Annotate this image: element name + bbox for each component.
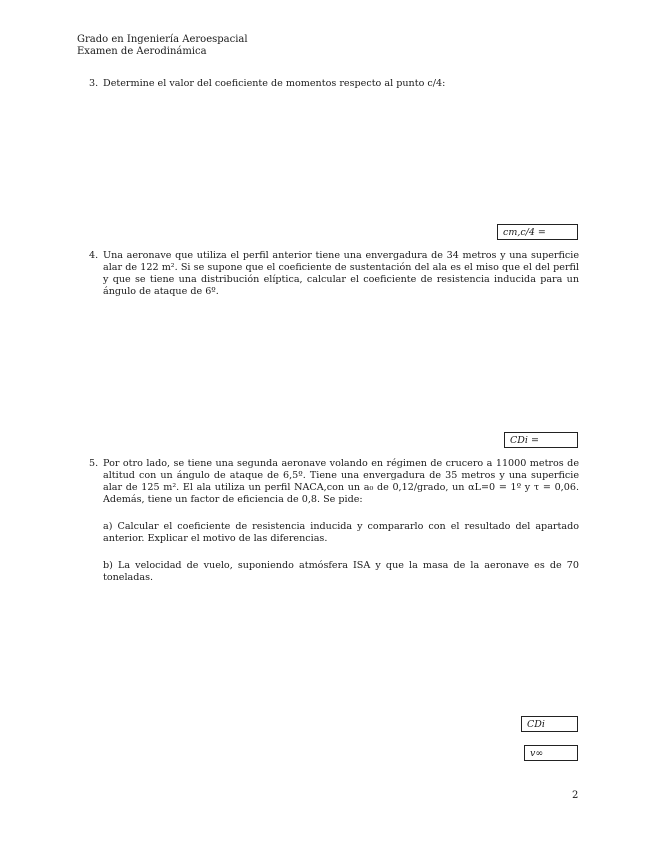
subpart-b: b) La velocidad de vuelo, suponiendo atmósfera ISA y que la masa de la aeronave es de 70 toneladas.: [103, 560, 579, 583]
question-5: [89, 458, 579, 506]
answer-box-velocity: v∞: [524, 745, 578, 761]
answer-box-cm: cm,c/4 =: [497, 224, 578, 240]
question-4-number: 4.: [89, 250, 99, 261]
page-number: 2: [572, 790, 579, 801]
question-4: [89, 250, 579, 298]
question-3: [89, 78, 579, 90]
subpart-a: a) Calcular el coeficiente de resistencia inducida y compararlo con el resultado del apartado anterior. Explicar el motivo de las diferencias.: [103, 521, 579, 544]
question-3-text: Determine el valor del coeficiente de momentos respecto al punto c/4:: [103, 78, 446, 89]
question-3-number: 3.: [89, 78, 99, 89]
question-4-text: Una aeronave que utiliza el perfil anterior tiene una envergadura de 34 metros y una superficie alar de 122 m². Si se supone que el coeficiente de sustentación del ala es el miso que el del perfil y que se tiene una distribución elíptica, calcular el coeficiente de resistencia inducida para un ángulo de ataque de 6º.: [103, 250, 579, 297]
question-5-number: 5.: [89, 458, 99, 469]
header-exam: Examen de Aerodinámica: [77, 46, 207, 57]
header-degree: Grado en Ingeniería Aeroespacial: [77, 34, 248, 45]
answer-box-cdi-2: CDi: [521, 716, 578, 732]
question-5-text: Por otro lado, se tiene una segunda aeronave volando en régimen de crucero a 11000 metros de altitud con un ángulo de ataque de 6,5º. Tiene una envergadura de 35 metros y una superficie alar de 125 m². El ala utiliza un perfil NACA,con un a₀ de 0,12/grado, un αL=0 = 1º y τ = 0,06. Además, tiene un factor de eficiencia de 0,8. Se pide:: [103, 458, 579, 505]
answer-box-cdi-1: CDi =: [504, 432, 578, 448]
